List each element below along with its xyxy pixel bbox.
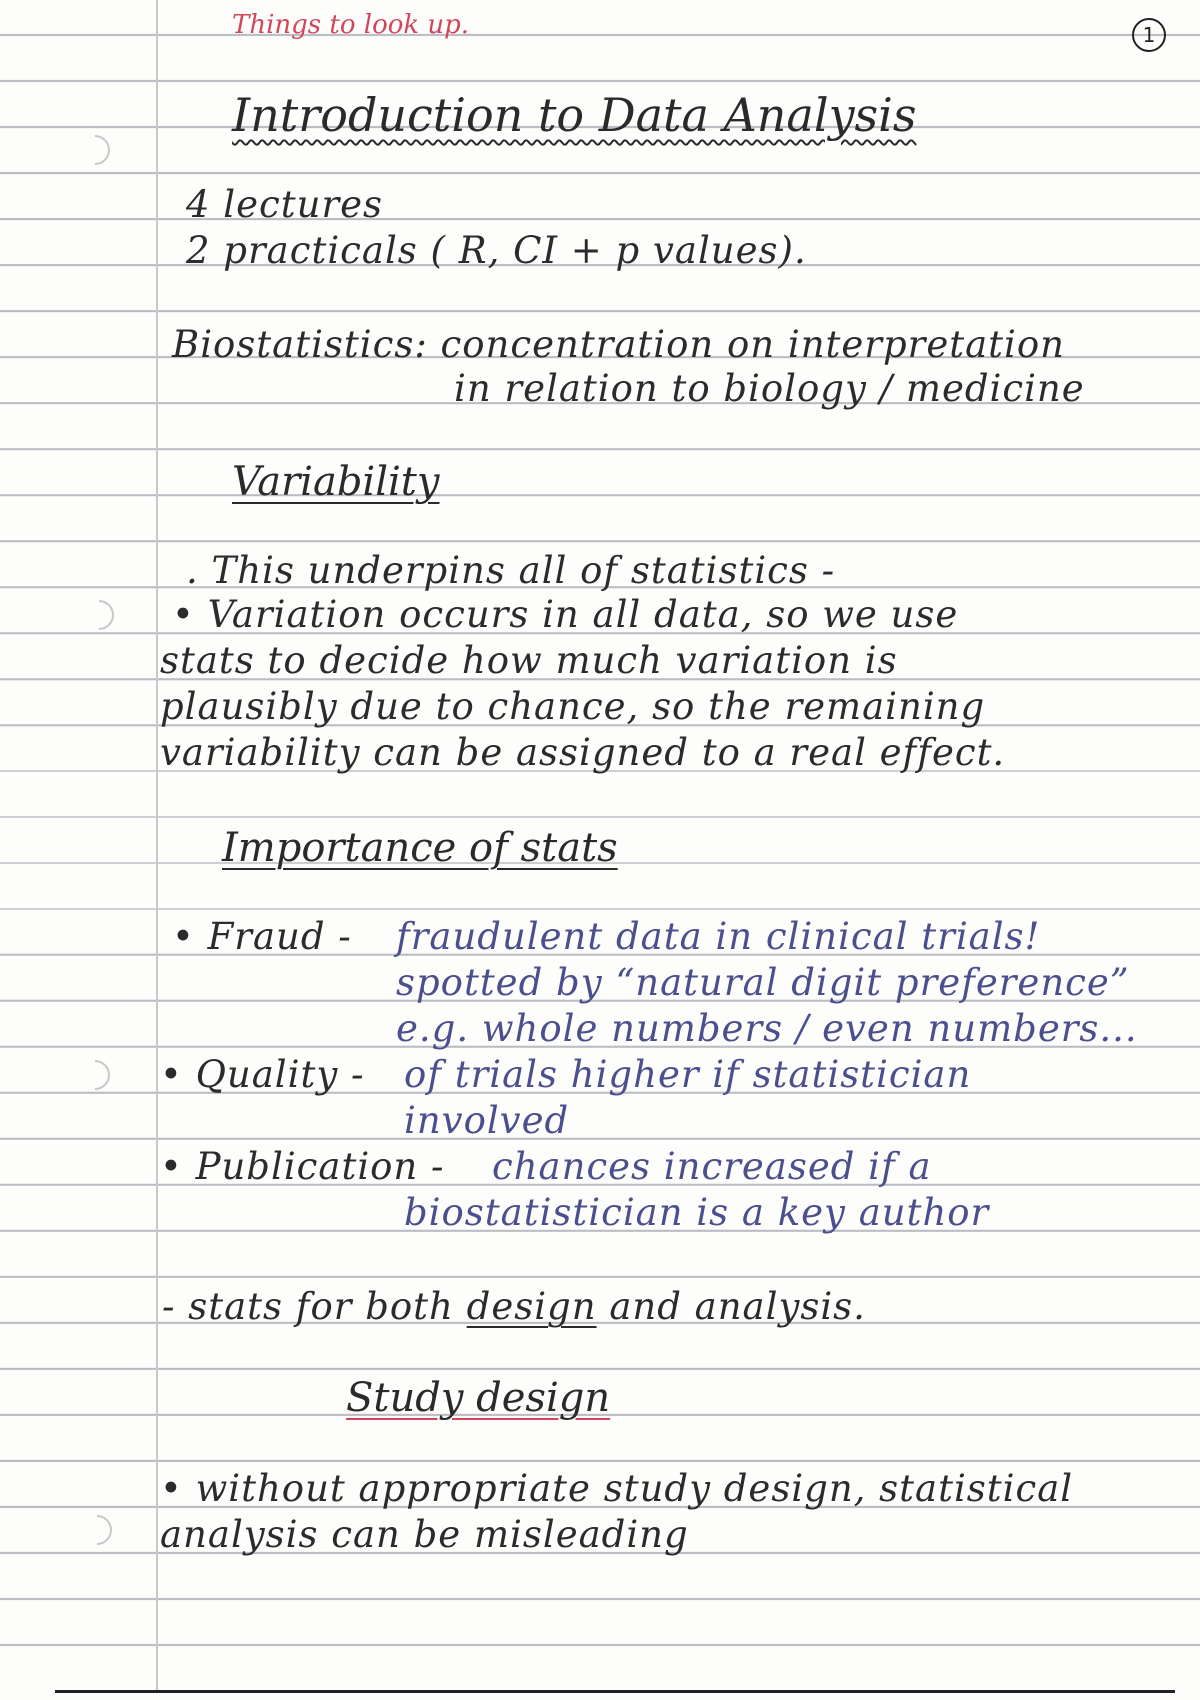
intro-line-2: 2 practicals ( R, CI + p values). — [186, 229, 807, 272]
fraud-label: • Fraud - — [172, 915, 352, 958]
study-design-heading: Study design — [346, 1375, 611, 1421]
page-title: Introduction to Data Analysis — [232, 88, 917, 142]
publication-line-2: biostatistician is a key author — [404, 1191, 990, 1234]
fraud-line-3: e.g. whole numbers / even numbers... — [396, 1007, 1138, 1050]
definition-line-2: in relation to biology / medicine — [454, 367, 1085, 410]
margin-line — [156, 0, 158, 1690]
importance-heading: Importance of stats — [222, 825, 618, 871]
variability-line-5: variability can be assigned to a real effect. — [160, 731, 1006, 774]
binder-hole-icon — [74, 1054, 116, 1096]
fraud-line-1: fraudulent data in clinical trials! — [396, 915, 1041, 958]
variability-line-2: • Variation occurs in all data, so we use — [172, 593, 959, 636]
definition-line-1: Biostatistics: concentration on interpretation — [172, 323, 1065, 366]
page-number: 1 — [1132, 18, 1166, 52]
fraud-line-2: spotted by “natural digit preference” — [396, 961, 1130, 1004]
variability-heading: Variability — [232, 459, 440, 505]
variability-line-1: . This underpins all of statistics - — [186, 549, 836, 592]
page-bottom-edge — [55, 1690, 1175, 1693]
design-analysis-line — [162, 1285, 866, 1328]
design-word: design — [466, 1285, 597, 1328]
design-analysis-prefix: - stats for both — [162, 1285, 454, 1328]
publication-label: • Publication - — [160, 1145, 445, 1188]
design-analysis-suffix: and analysis. — [609, 1285, 866, 1328]
binder-hole-icon — [74, 129, 116, 171]
intro-line-1: 4 lectures — [186, 183, 384, 226]
quality-line-2: involved — [404, 1099, 570, 1142]
quality-label: • Quality - — [160, 1053, 365, 1096]
study-design-line-1: • without appropriate study design, statistical — [160, 1467, 1074, 1510]
variability-line-4: plausibly due to chance, so the remaining — [160, 685, 986, 728]
binder-hole-icon — [78, 594, 120, 636]
binder-hole-icon — [76, 1509, 118, 1551]
variability-line-3: stats to decide how much variation is — [160, 639, 898, 682]
study-design-line-2: analysis can be misleading — [160, 1513, 689, 1556]
quality-line-1: of trials higher if statistician — [404, 1053, 972, 1096]
margin-note: Things to look up. — [232, 10, 470, 40]
publication-line-1: chances increased if a — [492, 1145, 932, 1188]
